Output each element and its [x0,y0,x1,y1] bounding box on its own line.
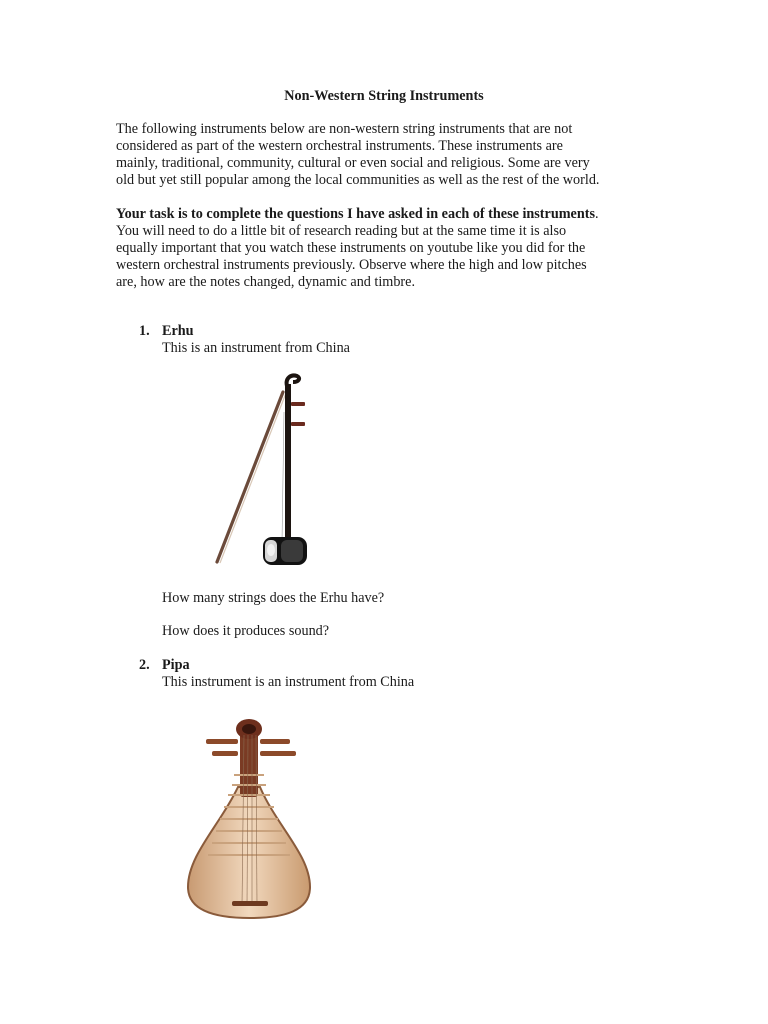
pipa-tuning-peg [260,751,296,756]
erhu-question-2: How does it produces sound? [162,623,330,639]
erhu-question-1: How many strings does the Erhu have? [162,590,385,606]
task-line: are, how are the notes changed, dynamic and timbre. [116,274,416,290]
pipa-bridge [232,901,268,906]
erhu-resonator-shadow [281,540,303,562]
instrument-heading-pipa [139,657,190,674]
pipa-neck [240,733,258,797]
intro-line: The following instruments below are non-western string instruments that are not [116,121,573,137]
instrument-heading-erhu [139,323,194,340]
intro-paragraph [116,121,656,189]
instrument-name: Pipa [162,657,190,673]
task-paragraph [116,206,656,291]
pipa-image [180,715,320,920]
erhu-scroll [287,375,299,386]
intro-line: mainly, traditional, community, cultural or even social and religious. Some are very [116,155,590,171]
pipa-head-inner [242,724,256,734]
intro-line: old but yet still popular among the local communities as well as the rest of the world. [116,172,600,188]
erhu-image [205,372,395,572]
task-lead-line [116,206,656,223]
document-title: Non-Western String Instruments [284,88,484,104]
task-line: equally important that you watch these instruments on youtube like you did for the [116,240,586,256]
instrument-number: 2. [139,657,150,673]
pipa-tuning-peg [212,751,238,756]
instrument-origin: This is an instrument from China [162,340,350,356]
task-bold-tail: . [594,206,599,222]
pipa-tuning-peg [260,739,290,744]
pipa-tuning-peg [206,739,238,744]
erhu-highlight [267,544,275,556]
task-line: western orchestral instruments previously. Observe where the high and low pitches [116,257,587,273]
instrument-number: 1. [139,323,150,339]
instrument-origin: This instrument is an instrument from China [162,674,415,690]
task-bold-lead: Your task is to complete the questions I have asked in each of these instruments [116,206,595,222]
erhu-tuning-peg [291,422,305,426]
erhu-neck [285,384,291,549]
erhu-string [282,412,284,542]
instrument-name: Erhu [162,323,194,339]
task-line: You will need to do a little bit of research reading but at the same time it is also [116,223,567,239]
erhu-tuning-peg [291,402,305,406]
erhu-bow-stick [217,392,283,562]
intro-line: considered as part of the western orchestral instruments. These instruments are [116,138,563,154]
